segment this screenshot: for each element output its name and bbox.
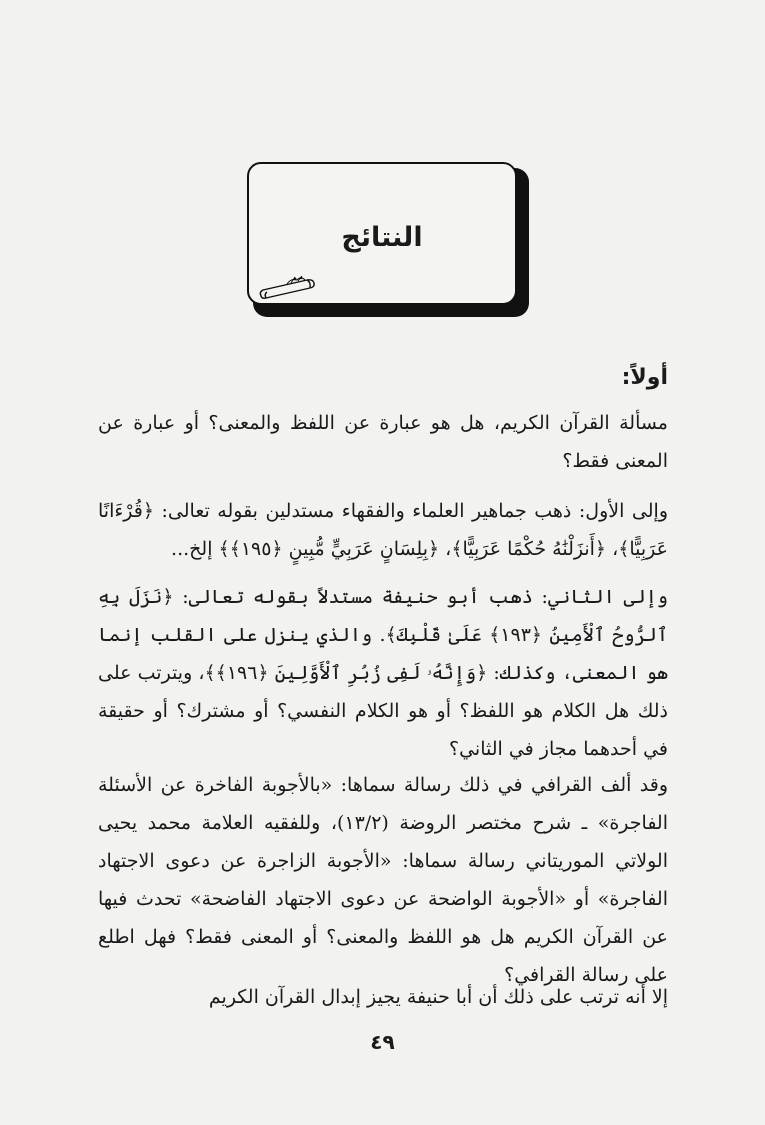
paragraph-3: وإلى الثاني: ذهب أبو حنيفة مستدلاً بقوله تعالى: ﴿نَزَلَ بِهِ ٱلرُّوحُ ٱلْأَمِينُ ﴿١٩٣﴾ عَلَىٰ قَلْبِكَ﴾. والذي ينزل على القلب إنما هو المعنى، وكذلك: ﴿وَإِنَّهُۥ لَفِى زُبُرِ ٱلْأَوَّلِينَ ﴿١٩٦﴾﴾، ويترتب على ذلك هل الكلام هو اللفظ؟ أو هو الكلام النفسي؟ أو مشترك؟ أو حقيقة في أحدهما مجاز في الثاني؟	[98, 586, 668, 760]
paragraph-5: إلا أنه ترتب على ذلك أن أبا حنيفة يجيز إبدال القرآن الكريم	[208, 986, 668, 1008]
chapter-title-frame	[247, 162, 529, 317]
paragraph-1: مسألة القرآن الكريم، هل هو عبارة عن اللفظ والمعنى؟ أو عبارة عن المعنى فقط؟	[98, 412, 668, 472]
paragraph-4: وقد ألف القرافي في ذلك رسالة سماها: «بالأجوبة الفاخرة عن الأسئلة الفاجرة» ـ شرح مختصر الروضة (١٣/٢)، وللفقيه العلامة محمد يحيى الولاتي الموريتاني رسالة سماها: «الأجوبة الزاجرة عن دعوى الاجتهاد الفاجرة» أو «الأجوبة الواضحة عن دعوى الاجتهاد الفاضحة» تحدث فيها عن القرآن الكريم هل هو اللفظ والمعنى؟ أو المعنى فقط؟ فهل اطلع على رسالة القرافي؟	[98, 774, 668, 986]
scroll-icon	[257, 274, 327, 302]
page-number: ٤٩	[370, 1030, 395, 1054]
section-heading: أولاً:	[621, 365, 668, 390]
title-box	[247, 162, 517, 305]
paragraph-2: وإلى الأول: ذهب جماهير العلماء والفقهاء مستدلين بقوله تعالى: ﴿قُرْءَانًا عَرَبِيًّا﴾، ﴿أَنزَلْنَٰهُ حُكْمًا عَرَبِيًّا﴾، ﴿بِلِسَانٍ عَرَبِيٍّ مُّبِينٍ ﴿١٩٥﴾﴾ إلخ...	[98, 500, 668, 560]
chapter-title: النتائج	[341, 222, 423, 253]
